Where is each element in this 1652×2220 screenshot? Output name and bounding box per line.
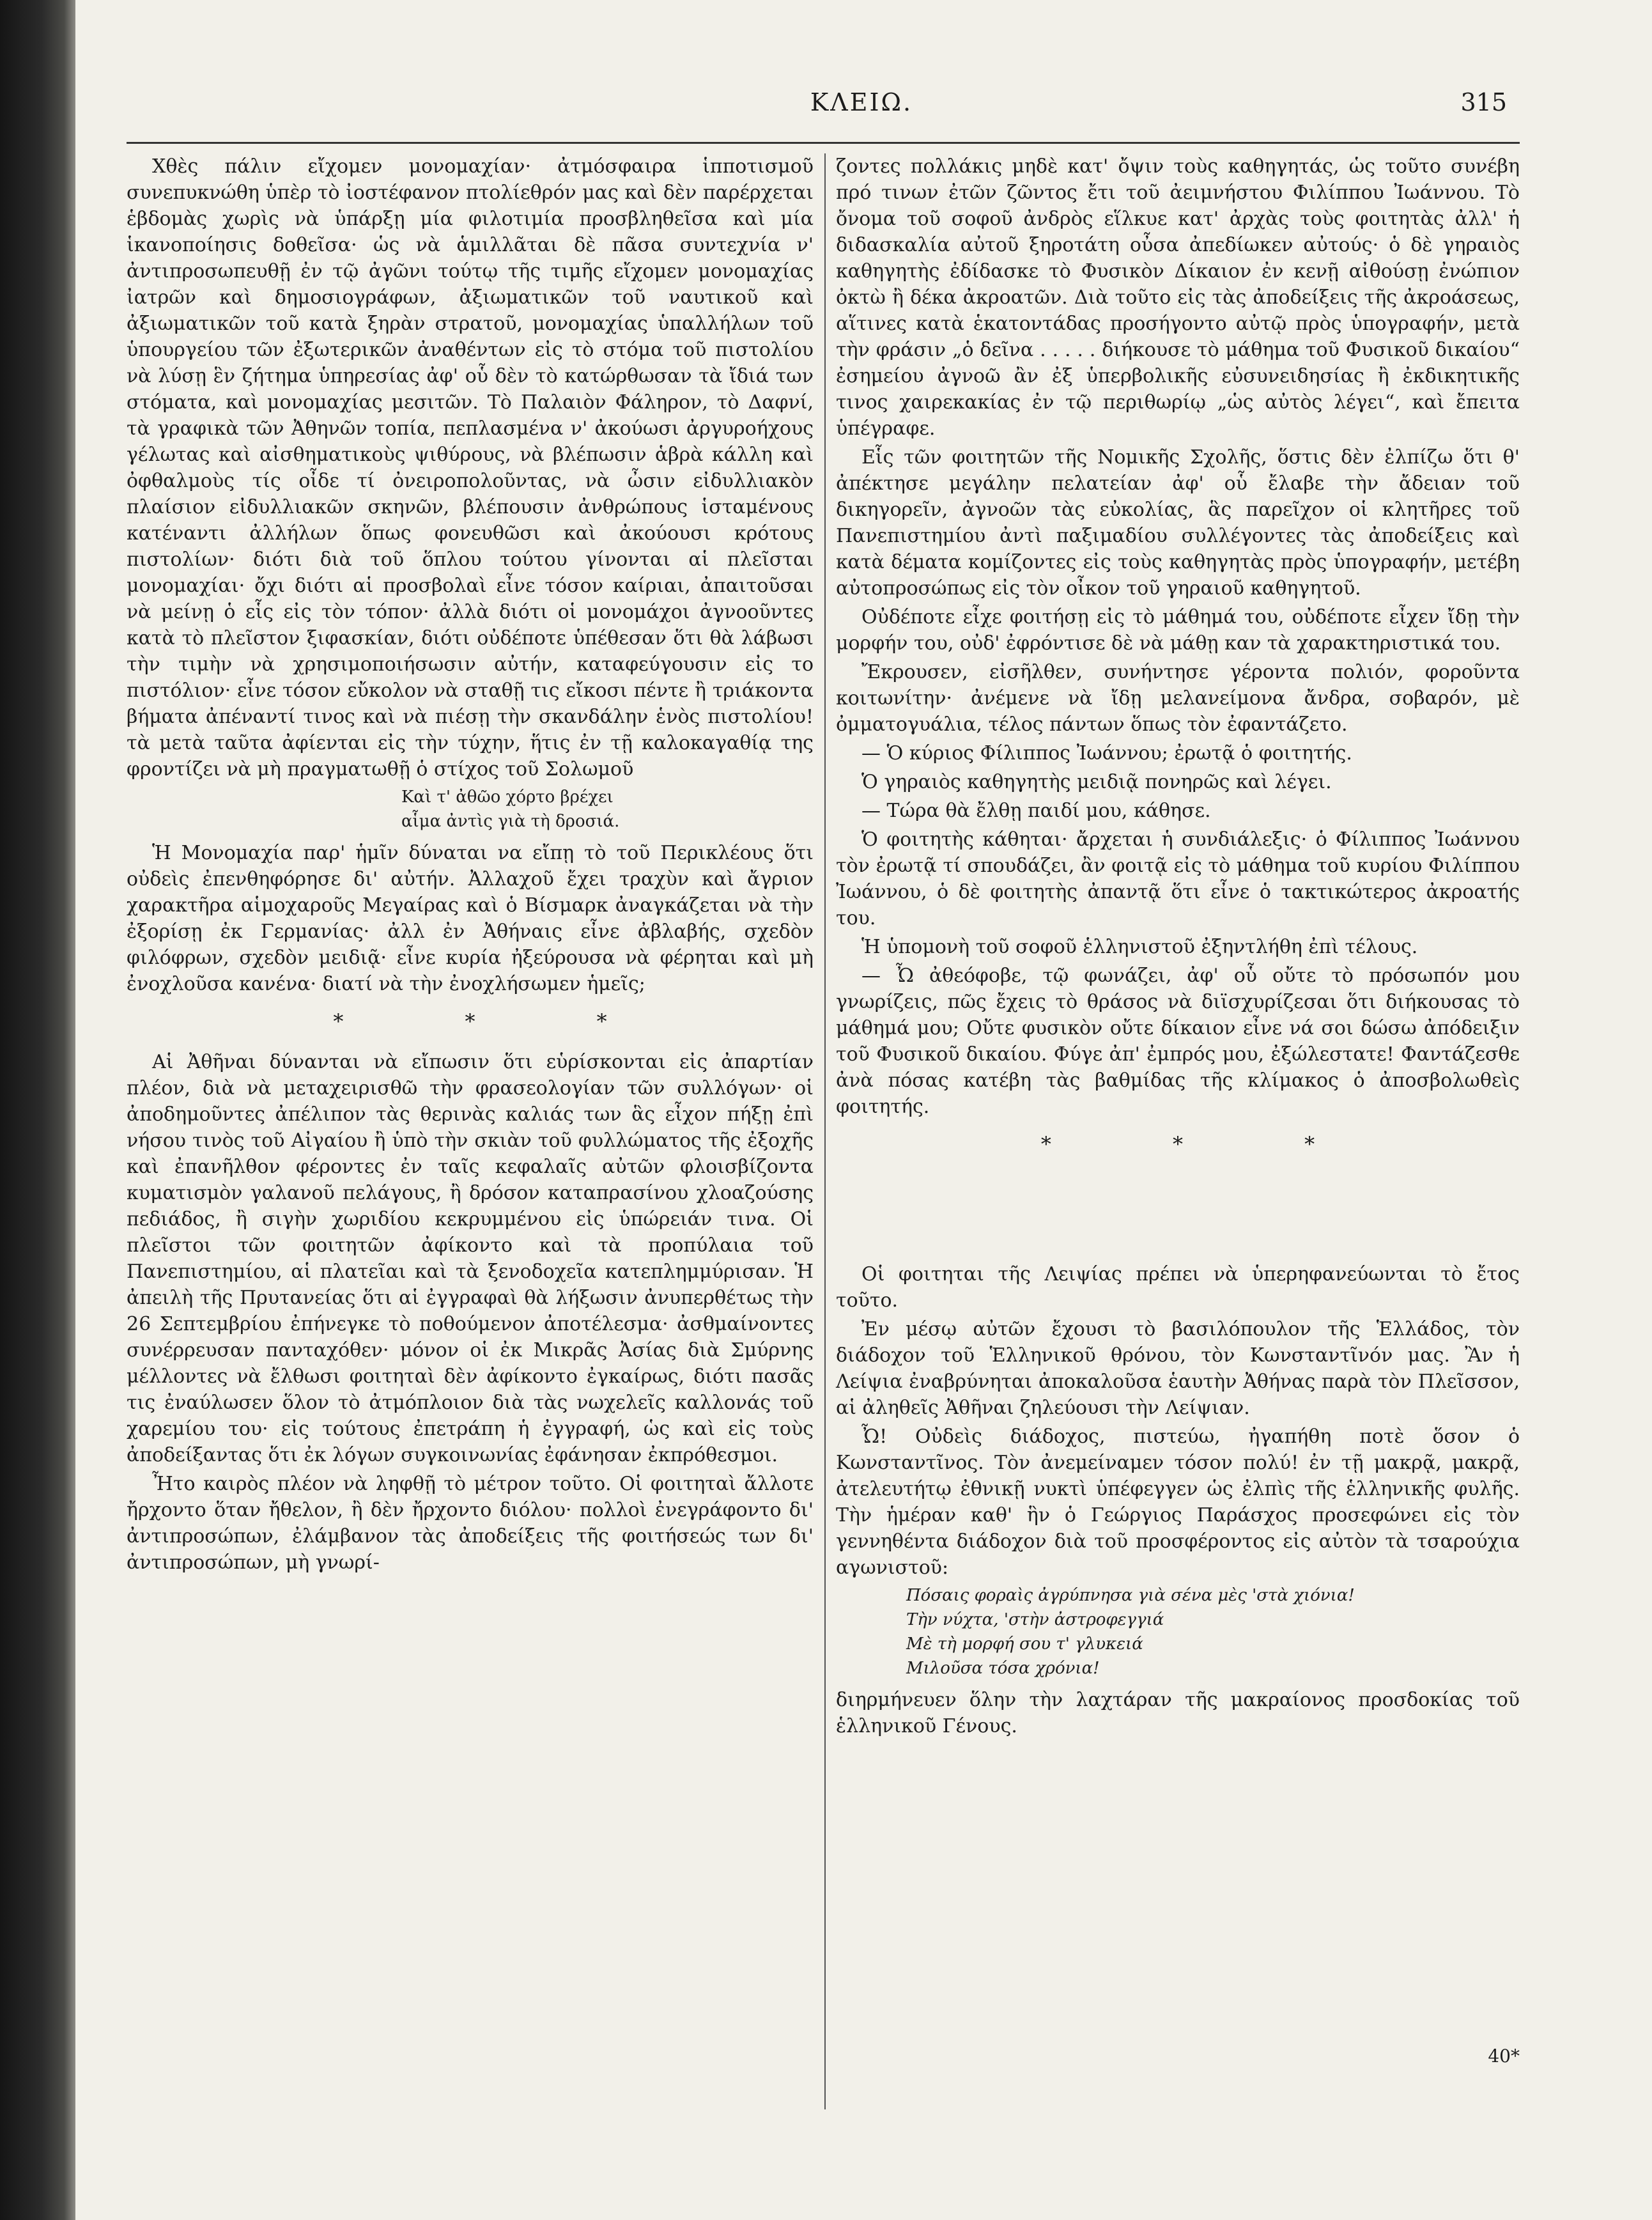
paragraph: Ἡ Μονομαχία παρ' ἡμῖν δύναται να εἴπῃ τὸ τοῦ Περικλέους ὅτι οὐδεὶς ἐπενθηφόρησε δι' αὐτήν. Ἀλλαχοῦ ἔχει τραχὺν καὶ ἄγριον χαρακτῆρα αἱμοχαροῦς Μεγαίρας καὶ ὁ Βίσμαρκ ἀναγκάζεται νὰ τὴν ἐξορίσῃ ἐκ Γερμανίας· ἀλλ ἐν Ἀθήναις εἶνε ἀβλαβής, σχεδὸν φιλόφρων, σχεδὸν μειδιᾷ· εἶνε κυρία ἠξεύρουσα νὰ φέρηται καὶ μὴ ἐνοχλοῦσα κανένα· διατί νὰ τὴν ἐνοχλήσωμεν ἡμεῖς; [127, 842, 814, 995]
paragraph: Ὁ γηραιὸς καθηγητὴς μειδιᾷ πονηρῶς καὶ λέγει. [861, 771, 1332, 793]
paragraph: διηρμήνευεν ὅλην τὴν λαχτάραν τῆς μακραίονος προσδοκίας τοῦ ἑλληνικοῦ Γένους. [836, 1689, 1520, 1737]
section-break: * * * [333, 1009, 665, 1034]
paragraph: Ἔκρουσεν, εἰσῆλθεν, συνήντησε γέροντα πολιόν, φοροῦντα κοιτωνίτην· ἀνέμενε νὰ ἴδῃ μελανείμονα ἄνδρα, σοβαρόν, μὲ ὀμματογυάλια, τέλος πάντων ὅπως τὸν ἐφαντάζετο. [836, 661, 1520, 736]
verse-line: Μὲ τὴ μορφή σου τ' γλυκειά [906, 1634, 1143, 1654]
header-rule [127, 142, 1520, 144]
section-break: * * * [1040, 1132, 1373, 1156]
paragraph: Ἐν μέσῳ αὐτῶν ἔχουσι τὸ βασιλόπουλον τῆς Ἑλλάδος, τὸν διάδοχον τοῦ Ἑλληνικοῦ θρόνου, τὸν Κωνσταντῖνόν μας. Ἂν ἡ Λείψια ἐναβρύνηται ἀποκαλοῦσα ἑαυτὴν Ἀθήνας παρὰ τὸν Πλεῖσσον, αἱ ἀληθεῖς Ἀθῆναι ζηλεύουσι τὴν Λείψιαν. [836, 1318, 1520, 1419]
paragraph: Ἦτο καιρὸς πλέον νὰ ληφθῇ τὸ μέτρον τοῦτο. Οἱ φοιτηταὶ ἄλλοτε ἤρχοντο ὅταν ἤθελον, ἢ δὲν ἤρχοντο διόλου· πολλοὶ ἐνεγράφοντο δι' ἀντιπροσώπων, ἐλάμβανον τὰς ἀποδείξεις τῆς φοιτήσεώς των δι' ἀντιπροσώπων, μὴ γνωρί- [127, 1473, 814, 1574]
paragraph: Χθὲς πάλιν εἴχομεν μονομαχίαν· ἀτμόσφαιρα ἱπποτισμοῦ συνεπυκνώθη ὑπὲρ τὸ ἰοστέφανον πτολίεθρόν μας καὶ δὲν παρέρχεται ἑβδομὰς χωρὶς νὰ ὑπάρξῃ μία φιλοτιμία προσβληθεῖσα καὶ μία ἱκανοποίησις δοθεῖσα· ὡς νὰ ἁμιλλᾶται δὲ πᾶσα συντεχνία ν' ἀντιπροσωπευθῇ ἐν τῷ ἀγῶνι τούτῳ τῆς τιμῆς εἴχομεν μονομαχίας ἰατρῶν καὶ δημοσιογράφων, ἀξιωματικῶν τοῦ ναυτικοῦ καὶ ἀξιωματικῶν τοῦ κατὰ ξηρὰν στρατοῦ, μονομαχίας ὑπαλλήλων τοῦ ὑπουργείου τῶν ἐξωτερικῶν ἀναθέντων εἰς τὸ στόμα τοῦ πιστολίου νὰ λύσῃ ἓν ζήτημα ὑπηρεσίας ἀφ' οὗ δὲν τὸ κατώρθωσαν τὰ ἴδιά των στόματα, καὶ μονομαχίας μεσιτῶν. Τὸ Παλαιὸν Φάληρον, τὸ Δαφνί, τὰ γραφικὰ τῶν Ἀθηνῶν τοπία, πεπλασμένα ν' ἀκούωσι ἀργυροήχους γέλωτας καὶ αἰσθηματικοὺς ψιθύρους, νὰ βλέπωσιν ἁβρὰ κάλλη καὶ ὀφθαλμοὺς τίς οἶδε τί ὀνειροπολοῦντας, νὰ ὦσιν εἰδυλλιακὸν πλαίσιον εἰδυλλιακῶν σκηνῶν, βλέπουσιν ἀνθρώπους ἱσταμένους κατέναντι ἀλλήλων ὅπως φονευθῶσι καὶ ἀκούουσι κρότους πιστολίων· διότι διὰ τοῦ ὅπλου τούτου γίνονται αἱ πλεῖσται μονομαχίαι· ὄχι διότι αἱ προσβολαὶ εἶνε τόσον καίριαι, ἀπαιτοῦσαι νὰ μείνῃ ὁ εἷς εἰς τὸν τόπον· ἀλλὰ διότι οἱ μονομάχοι ἀγνοοῦντες κατὰ τὸ πλεῖστον ξιφασκίαν, διότι οὐδέποτε ὑπέθεσαν ὅτι θὰ λάβωσι τὴν τιμὴν νὰ χρησιμοποιήσωσιν αὐτήν, καταφεύγουσιν εἰς το πιστόλιον· εἶνε τόσον εὔκολον νὰ σταθῇ τις εἴκοσι πέντε ἢ τριάκοντα βήματα ἀπέναντί τινος καὶ νὰ πιέσῃ τὴν σκανδάλην ἑνὸς πιστολίου! τὰ μετὰ ταῦτα ἀφίενται εἰς τὴν τύχην, ἥτις ἐν τῇ καλοκαγαθίᾳ της φροντίζει νὰ μὴ πραγματωθῇ ὁ στίχος τοῦ Σολωμοῦ [127, 155, 814, 780]
paragraph: Ἡ ὑπομονὴ τοῦ σοφοῦ ἑλληνιστοῦ ἐξηντλήθη ἐπὶ τέλους. [861, 936, 1418, 958]
page-number: 315 [1460, 88, 1507, 116]
book-page [75, 0, 1652, 2220]
blank-space [836, 1172, 1520, 1261]
verse-line: αἷμα ἀντὶς γιὰ τὴ δροσιά. [401, 812, 620, 831]
dialogue-line: — Ὦ ἀθεόφοβε, τῷ φωνάζει, ἀφ' οὗ οὔτε τὸ πρόσωπόν μου γνωρίζεις, πῶς ἔχεις τὸ θράσος νὰ διϊσχυρίζεσαι ὅτι διήκουσας τὸ μάθημά μου; Οὔτε φυσικὸν οὔτε δίκαιον εἶνε νά σοι δώσω ἀπόδειξιν τοῦ Φυσικοῦ δικαίου. Φύγε ἀπ' ἐμπρός μου, ἐξώλεστατε! Φαντάζεσθε ἀνὰ πόσας κατέβη τὰς βαθμίδας τῆς κλίμακος ὁ ἀποσβολωθεὶς φοιτητής. [836, 965, 1520, 1118]
verse-line: Τὴν νύχτα, 'στὴν ἀστροφεγγιά [906, 1610, 1164, 1629]
paragraph: Ὦ! Οὐδεὶς διάδοχος, πιστεύω, ἠγαπήθη ποτὲ ὅσον ὁ Κωνσταντῖνος. Τὸν ἀνεμείναμεν τόσον πολύ! ἐν τῇ μακρᾷ, μακρᾷ, ἀτελευτήτῳ ἐθνικῇ νυκτὶ ὑπέφεγγεν ὡς ἐλπὶς τῆς ἑλληνικῆς φυλῆς. Τὴν ἡμέραν καθ' ἣν ὁ Γεώργιος Παράσχος προσεφώνει εἰς τὸν γεννηθέντα διάδοχον διὰ τοῦ προσφέροντος εἰς αὐτὸν τὰ τσαρούχια αγωνιστοῦ: [836, 1425, 1520, 1579]
book-spine [0, 0, 75, 2220]
running-title: ΚΛΕΙΩ. [810, 88, 913, 116]
paragraph: Εἷς τῶν φοιτητῶν τῆς Νομικῆς Σχολῆς, ὅστις δὲν ἐλπίζω ὅτι θ' ἀπέκτησε μεγάλην πελατείαν ἀφ' οὗ ἔλαβε τὴν ἄδειαν τοῦ δικηγορεῖν, ἀγνοῶν τὰς εὐκολίας, ἃς παρεῖχον οἱ κλητῆρες τοῦ Πανεπιστημίου ἀντὶ παξιμαδίου συλλέγοντες τὰς ἀποδείξεις καὶ κατὰ δέματα κομίζοντες εἰς τοὺς καθηγητὰς πρὸς ὑπογραφήν, μετέβη αὐτοπροσώπως εἰς τὸν οἶκον τοῦ γηραιοῦ καθηγητοῦ. [836, 446, 1520, 600]
column-divider [824, 153, 826, 2109]
paragraph: Οἱ φοιτηται τῆς Λειψίας πρέπει νὰ ὑπερηφανεύωνται τὸ ἔτος τοῦτο. [836, 1263, 1520, 1312]
signature-mark: 40* [1488, 2045, 1520, 2067]
verse-line: Πόσαις φοραὶς ἀγρύπνησα γιὰ σένα μὲς 'στὰ χιόνια! [906, 1586, 1355, 1605]
verse-line: Καὶ τ' ἀθῶο χόρτο βρέχει [401, 788, 614, 807]
dialogue-line: — Τώρα θὰ ἔλθῃ παιδί μου, κάθησε. [861, 800, 1211, 822]
paragraph: Αἱ Ἀθῆναι δύνανται νὰ εἴπωσιν ὅτι εὑρίσκονται εἰς ἀπαρτίαν πλέον, διὰ νὰ μεταχειρισθῶ τὴν φρασεολογίαν τῶν συλλόγων· οἱ ἀποδημοῦντες ἀπέλιπον τὰς θερινὰς καλιάς των ἃς εἶχον πήξῃ ἐπὶ νήσου τινὸς τοῦ Αἰγαίου ἢ ὑπὸ τὴν σκιὰν τοῦ φυλλώματος τῆς ἐξοχῆς καὶ ἐπανῆλθον φέροντες ἐν ταῖς κεφαλαῖς αὐτῶν φλοισβίζοντα κυματισμὸν γαλανοῦ πελάγους, ἢ δρόσον καταπρασίνου χλοαζούσης πεδιάδος, ἢ σιγὴν χωριδίου κεκρυμμένου εἰς ὑπώρειάν τινα. Οἱ πλεῖστοι τῶν φοιτητῶν ἀφίκοντο καὶ τὰ προπύλαια τοῦ Πανεπιστημίου, αἱ πλατεῖαι καὶ τὰ ξενοδοχεῖα κατεπλημμύρισαν. Ἡ ἀπειλὴ τῆς Πρυτανείας ὅτι αἱ ἐγγραφαὶ θὰ λήξωσιν ἀνυπερθέτως τὴν 26 Σεπτεμβρίου ἐπήνεγκε τὸ ποθούμενον ἀποτέλεσμα· ἀσθμαίνοντες συνέρρευσαν πανταχόθεν· μόνον οἱ ἐκ Μικρᾶς Ἀσίας διὰ Σμύρνης μέλλοντες νὰ ἔλθωσι φοιτηταὶ δὲν ἀφίκοντο ἐγκαίρως, διότι πασᾶς τις ἐναύλωσεν ὅλον τὸ ἀτμόπλοιον διὰ τὰς νωχελεῖς καλλονάς τοῦ χαρεμίου του· εἰς τούτους ἐπετράπη ἡ ἐγγραφή, ὡς καὶ εἰς τοὺς ἀποδείξαντας ὅτι ἐκ λόγων συγκοινωνίας ἐφάνησαν ἐκπρόθεσμοι. [127, 1051, 814, 1466]
left-column [127, 153, 814, 1578]
right-column [836, 153, 1520, 1742]
paragraph: Ὁ φοιτητὴς κάθηται· ἄρχεται ἡ συνδιάλεξις· ὁ Φίλιππος Ἰωάννου τὸν ἐρωτᾷ τί σπουδάζει, ἂν φοιτᾷ εἰς τὸ μάθημα τοῦ κυρίου Φιλίππου Ἰωάννου, ὁ δὲ φοιτητὴς ἀπαντᾷ ὅτι εἶνε ὁ τακτικώτερος ἀκροατής του. [836, 828, 1520, 929]
verse-quote [127, 785, 814, 834]
verse-quote [836, 1583, 1520, 1681]
paragraph: Οὐδέποτε εἶχε φοιτήσῃ εἰς τὸ μάθημά του, οὐδέποτε εἶχεν ἴδῃ τὴν μορφήν του, οὐδ' ἐφρόντισε δὲ νὰ μάθῃ καν τὰ χαρακτηριστικά του. [836, 606, 1520, 655]
dialogue-line: — Ὁ κύριος Φίλιππος Ἰωάννου; ἐρωτᾷ ὁ φοιτητής. [861, 742, 1352, 765]
verse-line: Μιλοῦσα τόσα χρόνια! [906, 1659, 1100, 1678]
paragraph: ζοντες πολλάκις μηδὲ κατ' ὄψιν τοὺς καθηγητάς, ὡς τοῦτο συνέβη πρό τινων ἐτῶν ζῶντος ἔτι τοῦ ἀειμνήστου Φιλίππου Ἰωάννου. Τὸ ὄνομα τοῦ σοφοῦ ἀνδρὸς εἵλκυε κατ' ἀρχὰς τοὺς φοιτητὰς ἀλλ' ἡ διδασκαλία αὐτοῦ ξηροτάτη οὖσα ἀπεδίωκεν αὐτούς· ὁ δὲ γηραιὸς καθηγητὴς ἐδίδασκε τὸ Φυσικὸν Δίκαιον ἐν κενῇ αἰθούσῃ ἐνώπιον ὀκτὼ ἢ δέκα ἀκροατῶν. Διὰ τοῦτο εἰς τὰς ἀποδείξεις τῆς ἀκροάσεως, αἵτινες κατὰ ἑκατοντάδας προσήγοντο αὐτῷ πρὸς ὑπογραφήν, μετὰ τὴν φράσιν „ὁ δεῖνα . . . . . διήκουσε τὸ μάθημα τοῦ Φυσικοῦ δικαίου“ ἐσημείου ἀγνοῶ ἂν ἐξ ὑπερβολικῆς εὐσυνειδησίας ἢ ἐκδικητικῆς τινος χαιρεκακίας ἐν τῷ περιθωρίῳ „ὡς αὐτὸς λέγει“, καὶ ἔπειτα ὑπέγραφε. [836, 155, 1520, 440]
